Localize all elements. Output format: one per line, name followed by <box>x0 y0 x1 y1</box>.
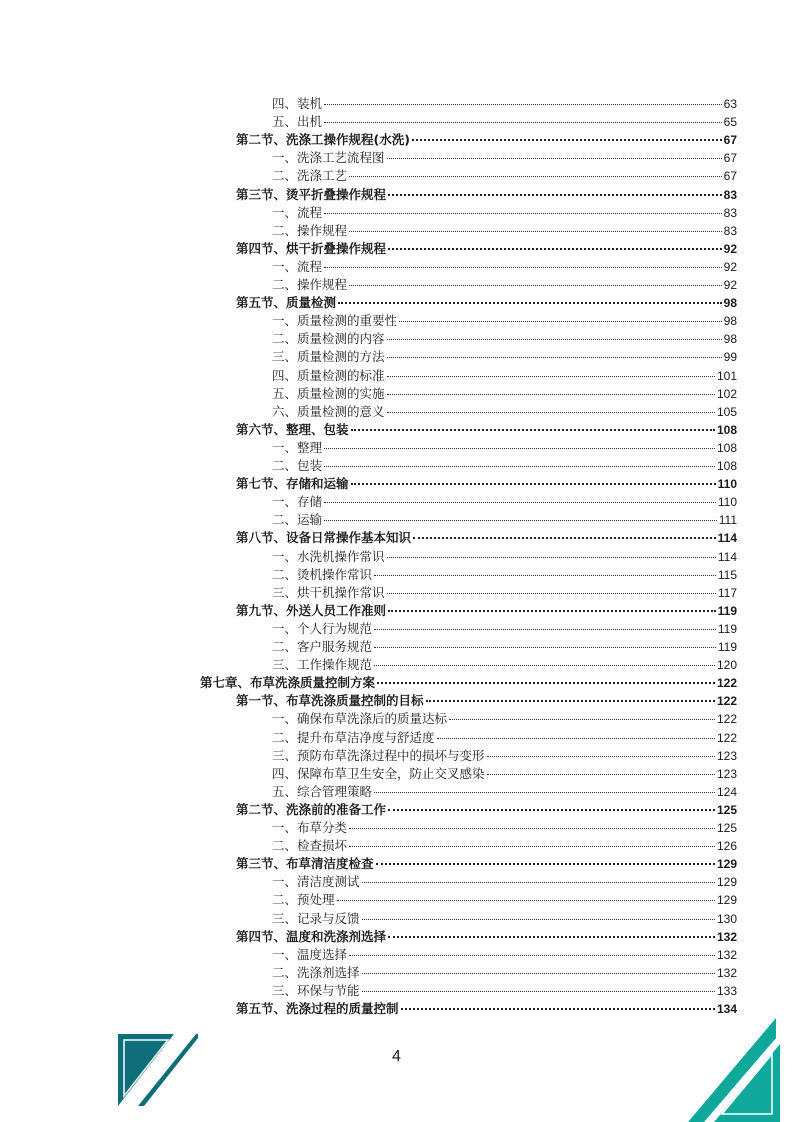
toc-entry[interactable] <box>236 131 737 149</box>
dot-leader <box>349 955 715 956</box>
toc-entry[interactable] <box>236 801 737 819</box>
toc-entry-page: 111 <box>718 513 737 528</box>
toc-entry[interactable] <box>236 529 737 547</box>
toc-entry-title: 一、流程 <box>272 258 323 274</box>
toc-entry-page: 67 <box>723 169 737 184</box>
toc-entry-page: 108 <box>716 459 737 473</box>
toc-entry[interactable] <box>272 584 737 602</box>
dot-leader <box>387 412 715 413</box>
dot-leader <box>437 738 715 739</box>
toc-entry-title: 二、洗涤剂选择 <box>272 964 360 980</box>
dot-leader <box>338 302 722 304</box>
toc-entry-page: 125 <box>716 821 737 835</box>
toc-entry[interactable] <box>272 439 737 457</box>
toc-entry-title: 三、质量检测的方法 <box>272 349 385 365</box>
toc-entry[interactable] <box>272 710 737 728</box>
toc-entry-title: 第三节、烫平折叠操作规程 <box>236 186 387 202</box>
toc-entry[interactable] <box>272 837 737 855</box>
dot-leader <box>324 267 722 268</box>
toc-entry[interactable] <box>272 348 737 366</box>
toc-entry-page: 110 <box>717 477 737 492</box>
toc-entry-title: 二、预处理 <box>272 892 335 908</box>
dot-leader <box>374 665 715 666</box>
dot-leader <box>374 792 715 793</box>
toc-entry[interactable] <box>272 457 737 475</box>
toc-entry[interactable] <box>236 692 737 710</box>
toc-entry-title: 一、个人行为规范 <box>272 620 373 636</box>
toc-entry-page: 92 <box>723 259 737 274</box>
toc-entry-page: 108 <box>716 440 737 455</box>
toc-entry-page: 119 <box>717 603 737 618</box>
dot-leader <box>387 557 716 558</box>
toc-entry[interactable] <box>272 367 737 385</box>
toc-entry-title: 三、预防布草洗涤过程中的损坏与变形 <box>272 747 485 763</box>
toc-entry-page: 98 <box>723 332 737 347</box>
toc-entry-page: 83 <box>723 205 737 220</box>
toc-entry-page: 119 <box>717 621 737 636</box>
toc-entry-title: 一、存储 <box>272 494 323 510</box>
dot-leader <box>388 248 722 250</box>
toc-entry[interactable] <box>272 946 737 964</box>
toc-entry[interactable] <box>272 222 737 240</box>
toc-entry-title: 第二节、洗涤前的准备工作 <box>236 801 387 817</box>
toc-entry-title: 一、确保布草洗涤后的质量达标 <box>272 711 448 727</box>
toc-entry-title: 四、装机 <box>272 96 323 111</box>
toc-entry-title: 三、工作操作规范 <box>272 657 373 673</box>
toc-entry[interactable] <box>272 729 737 747</box>
dot-leader <box>349 828 715 829</box>
toc-entry-page: 122 <box>716 676 737 691</box>
toc-entry[interactable] <box>272 113 737 131</box>
toc-entry-title: 二、运输 <box>272 512 323 528</box>
toc-entry-page: 122 <box>716 730 737 745</box>
toc-entry[interactable] <box>272 330 737 348</box>
toc-entry-title: 第二节、洗涤工操作规程(水洗) <box>236 132 410 148</box>
toc-entry-title: 二、提升布草洁净度与舒适度 <box>272 729 435 745</box>
toc-entry-title: 一、清洁度测试 <box>272 874 360 890</box>
toc-entry[interactable] <box>236 928 737 946</box>
toc-entry-page: 130 <box>716 911 737 926</box>
toc-entry[interactable] <box>236 186 737 204</box>
toc-entry[interactable] <box>272 891 737 909</box>
toc-entry-page: 98 <box>723 296 737 311</box>
toc-entry[interactable] <box>272 312 737 330</box>
toc-entry-page: 133 <box>716 983 737 998</box>
toc-entry-title: 五、综合管理策略 <box>272 783 373 799</box>
toc-entry-title: 第四节、温度和洗涤剂选择 <box>236 928 387 944</box>
toc-entry-page: 126 <box>716 839 737 854</box>
dot-leader <box>401 1008 715 1010</box>
toc-entry-page: 123 <box>716 748 737 763</box>
toc-entry-title: 第四节、烘干折叠操作规程 <box>236 240 387 256</box>
toc-entry-page: 114 <box>717 549 737 564</box>
toc-entry-page: 63 <box>723 97 737 111</box>
dot-leader <box>387 339 722 340</box>
toc-entry[interactable] <box>272 765 737 783</box>
dot-leader <box>324 466 715 467</box>
toc-entry-title: 第九节、外送人员工作准则 <box>236 602 387 618</box>
toc-entry-title: 一、流程 <box>272 204 323 220</box>
toc-entry[interactable] <box>272 747 737 765</box>
toc-entry-title: 第五节、质量检测 <box>236 295 337 311</box>
toc-entry-page: 132 <box>716 947 737 962</box>
toc-entry-page: 129 <box>716 893 737 908</box>
toc-entry-title: 二、客户服务规范 <box>272 639 373 654</box>
toc-entry-page: 99 <box>723 350 737 365</box>
toc-entry-page: 92 <box>723 278 737 292</box>
dot-leader <box>351 429 715 431</box>
dot-leader <box>388 809 715 811</box>
dot-leader <box>449 719 715 720</box>
toc-entry-title: 第三节、布草清洁度检查 <box>236 856 374 872</box>
toc-entry[interactable] <box>272 638 737 656</box>
toc-entry-page: 134 <box>716 1002 737 1016</box>
dot-leader <box>377 682 715 684</box>
toc-entry-title: 第七节、存储和运输 <box>236 476 349 492</box>
toc-entry-title: 四、保障布草卫生安全，防止交叉感染 <box>272 765 485 781</box>
dot-leader <box>324 104 722 105</box>
toc-entry-page: 117 <box>717 585 737 600</box>
dot-leader <box>324 448 715 449</box>
toc-entry-title: 二、质量检测的内容 <box>272 331 385 347</box>
dot-leader <box>324 122 722 123</box>
dot-leader <box>362 882 715 883</box>
dot-leader <box>349 285 722 286</box>
toc-entry-page: 92 <box>723 241 737 256</box>
toc-entry[interactable] <box>272 493 737 511</box>
dot-leader <box>388 610 716 612</box>
toc-entry-page: 83 <box>723 223 737 238</box>
toc-entry[interactable] <box>272 620 737 638</box>
toc-entry-page: 132 <box>716 929 737 944</box>
dot-leader <box>349 846 715 847</box>
dot-leader <box>324 213 722 214</box>
toc-entry-page: 101 <box>716 368 737 383</box>
toc-entry[interactable] <box>272 149 737 167</box>
toc-entry[interactable] <box>272 276 737 294</box>
dot-leader <box>412 139 722 141</box>
toc-entry-page: 98 <box>723 314 737 329</box>
toc-entry[interactable] <box>236 602 737 620</box>
toc-entry-page: 124 <box>716 784 737 799</box>
dot-leader <box>337 900 715 901</box>
toc-entry-page: 110 <box>717 495 737 510</box>
dot-leader <box>362 919 715 920</box>
dot-leader <box>349 231 722 232</box>
bottom-right-decoration <box>684 1014 784 1122</box>
toc-entry[interactable] <box>272 783 737 801</box>
dot-leader <box>374 629 716 630</box>
toc-entry-page: 115 <box>717 567 737 582</box>
toc-entry[interactable] <box>236 421 737 439</box>
toc-entry-title: 一、布草分类 <box>272 820 348 835</box>
dot-leader <box>413 537 716 539</box>
toc-entry-title: 二、操作规程 <box>272 222 348 238</box>
toc-entry-page: 123 <box>716 766 737 781</box>
toc-entry-title: 第五节、洗涤过程的质量控制 <box>236 1001 399 1016</box>
toc-entry-title: 二、操作规程 <box>272 277 348 292</box>
toc-entry-title: 五、出机 <box>272 114 323 130</box>
toc-entry-page: 122 <box>716 694 737 709</box>
dot-leader <box>387 357 722 358</box>
toc-entry[interactable] <box>200 674 737 692</box>
toc-entry-page: 65 <box>723 115 737 130</box>
bottom-left-decoration <box>118 1030 198 1106</box>
toc-entry[interactable] <box>236 855 737 873</box>
toc-entry-page: 67 <box>723 133 737 148</box>
toc-entry[interactable] <box>272 964 737 982</box>
dot-leader <box>388 194 722 196</box>
dot-leader <box>362 991 715 992</box>
toc-entry[interactable] <box>272 258 737 276</box>
toc-entry-title: 第六节、整理、包装 <box>236 421 349 437</box>
toc-entry-page: 129 <box>716 875 737 890</box>
dot-leader <box>388 936 715 938</box>
toc-entry-title: 四、质量检测的标准 <box>272 367 385 383</box>
toc-entry[interactable] <box>272 511 737 529</box>
toc-entry-title: 一、质量检测的重要性 <box>272 313 398 329</box>
toc-entry[interactable] <box>272 873 737 891</box>
toc-entry-page: 125 <box>716 802 737 817</box>
dot-leader <box>374 647 716 648</box>
dot-leader <box>387 593 716 594</box>
dot-leader <box>387 394 715 395</box>
toc-entry[interactable] <box>272 385 737 403</box>
toc-entry-page: 120 <box>716 658 737 673</box>
dot-leader <box>376 863 715 865</box>
dot-leader <box>351 483 716 485</box>
toc-entry-title: 六、质量检测的意义 <box>272 403 385 419</box>
dot-leader <box>324 520 717 521</box>
toc-entry-title: 二、包装 <box>272 458 323 473</box>
toc-entry[interactable] <box>272 656 737 674</box>
toc-entry-title: 二、烫机操作常识 <box>272 566 373 582</box>
page-number: 4 <box>392 1048 401 1065</box>
toc-entry-title: 二、洗涤工艺 <box>272 168 348 184</box>
toc-entry-page: 108 <box>716 422 737 437</box>
dot-leader <box>487 774 715 775</box>
toc-entry-title: 一、水洗机操作常识 <box>272 548 385 564</box>
dot-leader <box>387 158 722 159</box>
toc-entry-title: 第八节、设备日常操作基本知识 <box>236 530 412 546</box>
toc-entry-title: 一、整理 <box>272 439 323 455</box>
toc-entry-title: 第七章、布草洗涤质量控制方案 <box>200 675 376 691</box>
toc-entry-page: 132 <box>716 965 737 980</box>
dot-leader <box>362 973 715 974</box>
toc-entry[interactable] <box>236 294 737 312</box>
dot-leader <box>399 321 722 322</box>
toc-entry-page: 105 <box>716 404 737 419</box>
toc-entry-title: 三、环保与节能 <box>272 982 360 998</box>
toc-entry-title: 一、洗涤工艺流程图 <box>272 150 385 166</box>
toc-entry[interactable] <box>236 475 737 493</box>
toc-entry-page: 83 <box>723 187 737 202</box>
dot-leader <box>426 700 715 702</box>
dot-leader <box>374 575 716 576</box>
toc-entry[interactable] <box>272 910 737 928</box>
toc-entry-title: 二、检查损坏 <box>272 838 348 854</box>
toc-entry-title: 三、记录与反馈 <box>272 910 360 926</box>
toc-entry[interactable] <box>272 95 737 113</box>
toc-entry[interactable] <box>272 548 737 566</box>
toc-entry-page: 102 <box>716 386 737 401</box>
dot-leader <box>387 376 715 377</box>
toc-entry[interactable] <box>272 819 737 837</box>
toc-entry-page: 119 <box>717 640 737 654</box>
toc-entry[interactable] <box>272 204 737 222</box>
toc-entry-title: 五、质量检测的实施 <box>272 385 385 401</box>
toc-entry-page: 114 <box>717 531 737 546</box>
toc-entry[interactable] <box>272 982 737 1000</box>
dot-leader <box>349 176 722 177</box>
toc-entry[interactable] <box>272 566 737 584</box>
toc-entry-title: 第一节、布草洗涤质量控制的目标 <box>236 693 424 709</box>
toc-entry-page: 122 <box>716 712 737 727</box>
toc-entry[interactable] <box>272 403 737 421</box>
toc-entry-title: 一、温度选择 <box>272 946 348 962</box>
toc-entry[interactable] <box>236 240 737 258</box>
toc-entry[interactable] <box>272 167 737 185</box>
dot-leader <box>487 756 715 757</box>
toc-entry-page: 129 <box>716 857 737 872</box>
toc-entry-title: 三、烘干机操作常识 <box>272 584 385 600</box>
toc-entry-page: 67 <box>723 151 737 166</box>
toc-entry[interactable] <box>236 1000 737 1018</box>
dot-leader <box>324 502 716 503</box>
